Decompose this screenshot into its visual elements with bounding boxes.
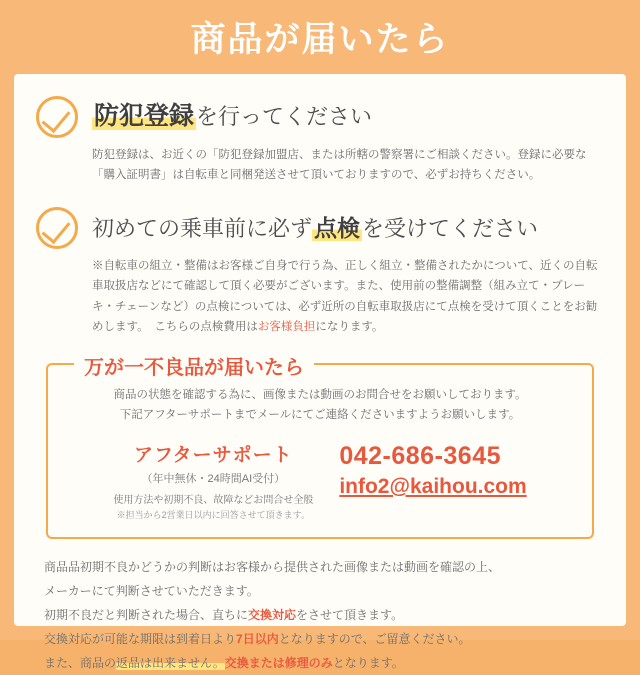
registration-heading-highlight: 防犯登録	[94, 102, 195, 131]
footer-line-3-emphasis: 交換対応	[248, 608, 297, 623]
inspection-heading	[92, 214, 538, 243]
inspection-heading-highlight: 点検	[314, 214, 361, 241]
defect-box-title: 万が一不良品が届いたら	[74, 351, 314, 380]
after-support-block	[66, 440, 574, 521]
defect-box	[46, 356, 594, 539]
after-support-note-scope: 使用方法や初期不良、故障などお問合せ全般	[113, 495, 314, 507]
inspection-body-emphasis: お客様負担	[257, 320, 316, 333]
after-support-note-response: ※担当から2営業日以内に回答させて頂きます。	[116, 510, 310, 521]
registration-body: 防犯登録は、お近くの「防犯登録加盟店、または所轄の警察署にご相談ください。登録に必要な「購入証明書」は自転車と同梱発送させて頂いておりますので、必ずお持ちください。	[92, 149, 587, 182]
footer-line-4-pre: 交換対応が可能な期限は到着日より	[44, 632, 237, 647]
inspection-heading-rest: を受けてください	[362, 215, 539, 241]
footer-note	[44, 555, 596, 675]
after-support-info	[113, 440, 313, 521]
defect-lead-line2: 下記アフターサポートまでメールにてご連絡くださいますようお願いします。	[119, 409, 521, 422]
footer-line-5-emphasis: 交換または修理のみ	[224, 656, 333, 671]
footer-line-5-highlight: 返品は出来ません。	[116, 656, 225, 671]
footer-line-3-pre: 初期不良だと判断された場合、直ちに	[44, 608, 249, 623]
registration-heading	[92, 101, 372, 132]
support-phone-number[interactable]: 042-686-3645	[339, 442, 502, 471]
footer-line-5-pre: また、商品の	[44, 656, 117, 671]
footer-line-4-post: となりますので、ご留意ください。	[278, 632, 471, 647]
after-support-hours: （年中無休・24時間AI受付）	[141, 473, 286, 486]
defect-lead-line1: 商品の状態を確認する為に、画像または動画のお問合せをお願いしております。	[113, 388, 527, 401]
content-card	[14, 74, 626, 671]
footer-line-5	[44, 651, 596, 675]
footer-line-5-post: となります。	[332, 656, 404, 671]
page-title: 商品が届いたら	[190, 20, 450, 59]
check-circle-icon	[36, 207, 78, 249]
footer-line-3	[44, 603, 596, 627]
after-support-contacts	[339, 440, 526, 499]
inspection-body-part2: になります。	[315, 320, 384, 333]
registration-heading-rest: を行ってください	[196, 104, 373, 130]
footer-line-4	[44, 627, 596, 651]
footer-line-4-emphasis: 7日以内	[236, 632, 279, 647]
page-header	[0, 0, 640, 74]
footer-line-3-post: をさせて頂きます。	[296, 608, 404, 623]
section-registration-heading	[36, 96, 604, 138]
inspection-heading-pre: 初めての乗車前に必ず	[92, 215, 313, 241]
inspection-body-part1: ※自転車の組立・整備はお客様ご自身で行う為、正しく組立・整備されたかについて、近くの自転車取扱店などにて確認して頂く必要がございます。また、使用前の整備調整（組み立て・ブレーキ・チェーンなど）の点検については、必ず近所の自転車取扱店にて点検を受けて頂くことをお勧めします。 こちらの点検費用は	[92, 260, 598, 333]
check-circle-icon	[36, 96, 78, 138]
section-inspection-heading	[36, 207, 604, 249]
support-email-address[interactable]: info2@kaihou.com	[339, 475, 527, 499]
after-support-title: アフターサポート	[133, 445, 293, 467]
inspection-body	[92, 256, 598, 337]
footer-line-1: 商品品初期不良かどうかの判断はお客様から提供された画像または動画を確認の上、	[44, 560, 501, 575]
footer-line-2: メーカーにて判断させていただきます。	[44, 584, 259, 599]
